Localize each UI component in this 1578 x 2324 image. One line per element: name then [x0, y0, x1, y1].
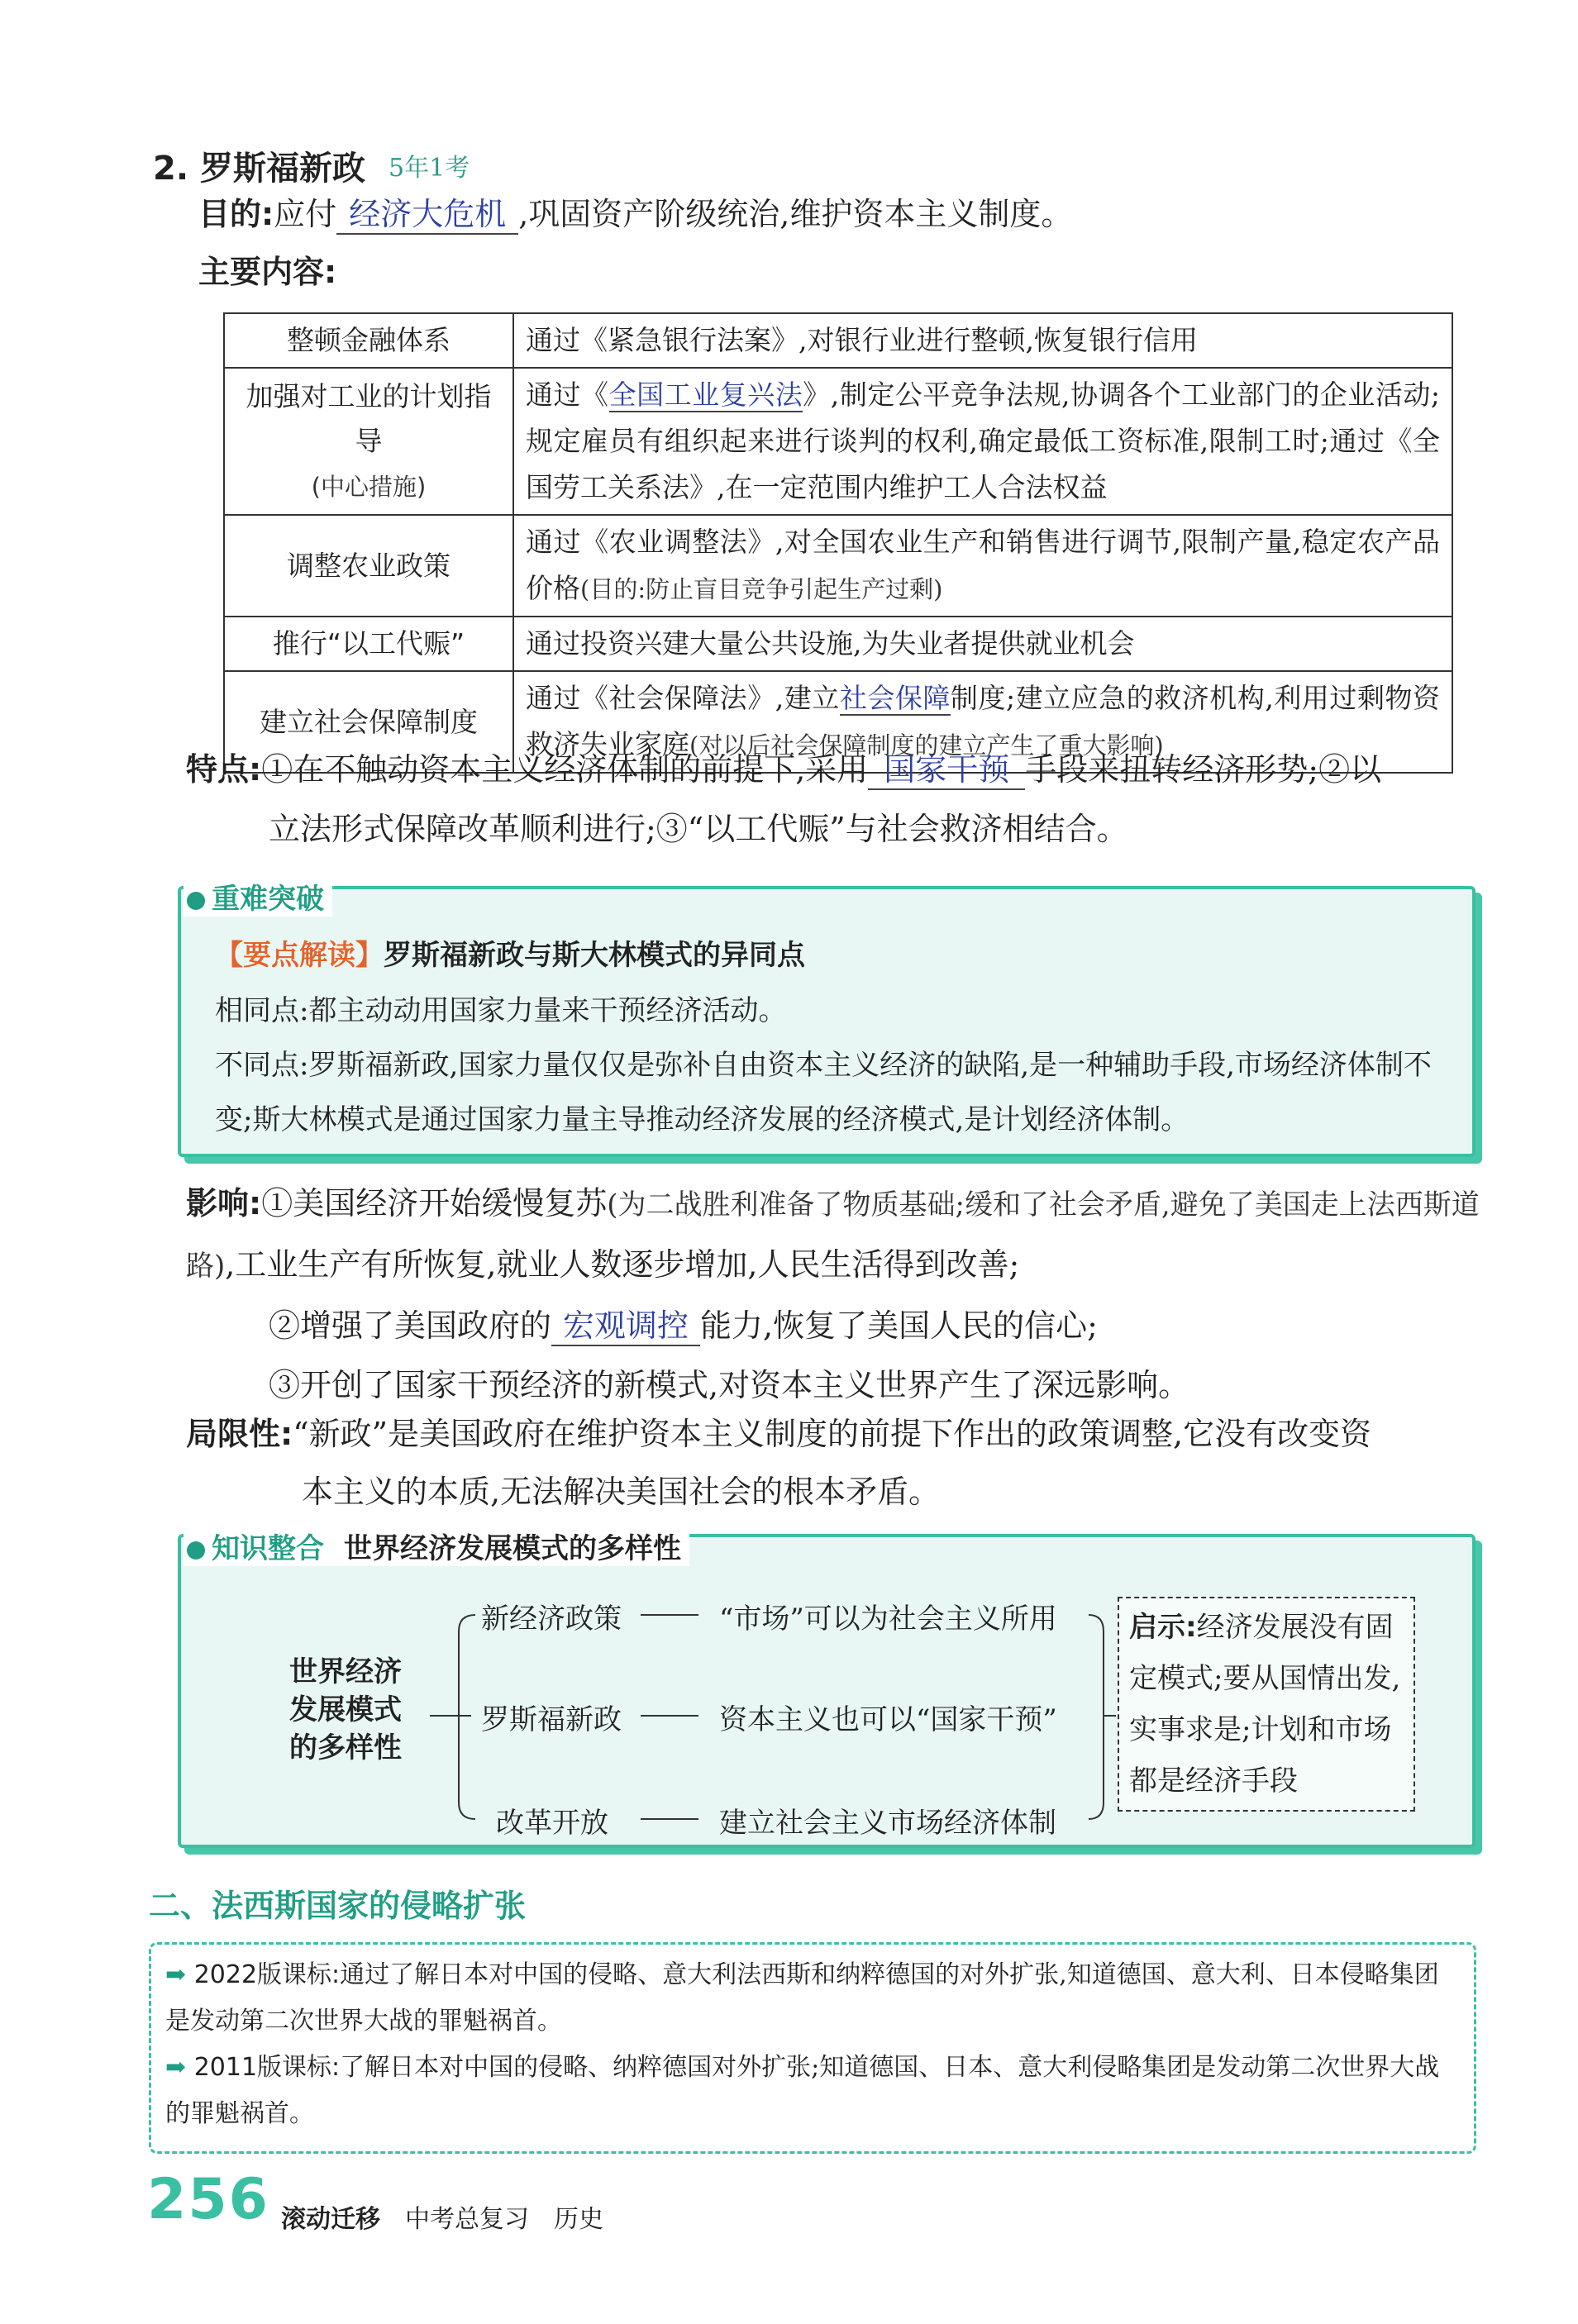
- key-box-tag: 【要点解读】: [215, 939, 384, 972]
- purpose-pre: 应付: [274, 196, 337, 232]
- impact-text: ③开创了国家干预经济的新模式,对资本主义世界产生了深远影响。: [269, 1367, 1190, 1403]
- purpose-line: [198, 190, 1072, 238]
- detail-note: (目的:防止盲目竞争引起生产过剩): [580, 575, 943, 603]
- policy-detail: [513, 368, 1452, 515]
- policy-name: 整顿金融体系: [224, 313, 513, 368]
- features-text: 立法形式保障改革顺利进行;③“以工代赈”与社会救济相结合。: [269, 811, 1128, 847]
- branch-desc: “市场”可以为社会主义所用: [719, 1603, 1057, 1636]
- integration-title-text: 知识整合: [212, 1532, 324, 1565]
- branch-name: 新经济政策: [481, 1603, 622, 1636]
- branch-name: 罗斯福新政: [481, 1703, 622, 1736]
- detail-text: 通过《农业调整法》,对全国农业生产和销售进行调节,限制产量,稳定农产品价格: [526, 526, 1440, 604]
- key-box-subtitle: [215, 932, 805, 973]
- arrow-icon: ➡: [165, 2053, 187, 2082]
- features-text: 手段来扭转经济形势;②以: [1025, 751, 1382, 788]
- branch-desc: 资本主义也可以“国家干预”: [719, 1703, 1057, 1736]
- features-answer: 国家干预: [868, 752, 1025, 790]
- impact-text: ①美国经济开始缓慢复苏: [261, 1185, 608, 1222]
- similarity-text: 相同点:都主动动用国家力量来干预经济活动。: [215, 994, 787, 1027]
- purpose-label: 目的:: [198, 196, 274, 232]
- key-box-title-text: 重难突破: [212, 883, 324, 916]
- section-heading: 二、法西斯国家的侵略扩张: [149, 1888, 527, 1924]
- root-line: 的多样性: [289, 1731, 402, 1764]
- main-content-label: 主要内容:: [198, 254, 337, 290]
- detail-text: 通过《: [526, 379, 609, 411]
- key-box-subtitle-text: 罗斯福新政与斯大林模式的异同点: [384, 939, 805, 972]
- purpose-post: ,巩固资产阶级统治,维护资本主义制度。: [518, 196, 1073, 232]
- detail-text: 通过《紧急银行法案》,对银行业进行整顿,恢复银行信用: [526, 324, 1198, 356]
- detail-text: 通过《社会保障法》,建立: [526, 682, 840, 714]
- page-number: 256: [147, 2167, 269, 2232]
- purpose-answer: 经济大危机: [336, 197, 518, 235]
- features-text: ①在不触动资本主义经济体制的前提下,采用: [261, 751, 869, 788]
- root-line: 发展模式: [289, 1693, 402, 1726]
- table-row: [224, 368, 1452, 515]
- limitations-paragraph: [186, 1405, 1484, 1521]
- detail-note: (对以后社会保障制度的建立产生了重大影响): [689, 731, 1164, 760]
- standard-label: 2011版课标:: [193, 2053, 341, 2082]
- key-box-title: [184, 876, 332, 917]
- policy-detail: [513, 313, 1452, 368]
- features-label: 特点:: [186, 751, 262, 788]
- policy-name: [224, 368, 513, 515]
- detail-text: 通过投资兴建大量公共设施,为失业者提供就业机会: [526, 627, 1135, 660]
- insight-label: 启示:: [1129, 1611, 1197, 1644]
- policy-name-text: 加强对工业的计划指导: [246, 379, 492, 457]
- impact-label: 影响:: [186, 1185, 262, 1222]
- standard-text: 通过了解日本对中国的侵略、意大利法西斯和纳粹德国的对外扩张,知道德国、意大利、日本侵略集团是发动第二次世界大战的罪魁祸首。: [165, 1960, 1439, 2036]
- footer-brand: 滚动迁移: [281, 2205, 380, 2234]
- arrow-icon: ➡: [165, 1960, 187, 1989]
- impact-text: ,工业生产有所恢复,就业人数逐步增加,人民生活得到改善;: [225, 1246, 1020, 1283]
- root-line: 世界经济: [289, 1655, 402, 1688]
- features-paragraph: [186, 740, 1476, 859]
- policy-name: 建立社会保障制度: [224, 671, 513, 773]
- table-row: [224, 617, 1452, 671]
- policy-table: [223, 312, 1453, 774]
- impact-text: ②增强了美国政府的: [269, 1307, 552, 1344]
- branch-desc: 建立社会主义市场经济体制: [719, 1807, 1056, 1840]
- curriculum-standard-text: [165, 1952, 1459, 2137]
- table-row: [224, 313, 1452, 368]
- footer-book-title: 中考总复习: [405, 2205, 529, 2234]
- detail-text: 》,制定公平竞争法规,协调各个工业部门的企业活动;规定雇员有组织起来进行谈判的权利,确定最低工资标准,限制工时;通过《全国劳工关系法》,在一定范围内维护工人合法权益: [526, 379, 1441, 503]
- insight-text: 经济发展没有固定模式;要从国情出发,实事求是;计划和市场都是经济手段: [1129, 1611, 1401, 1798]
- table-row: [224, 515, 1452, 617]
- difference-text: 不同点:罗斯福新政,国家力量仅仅是弥补自由资本主义经济的缺陷,是一种辅助手段,市场经济体制不变;斯大林模式是通过国家力量主导推动经济发展的经济模式,是计划经济体制。: [215, 1049, 1432, 1136]
- detail-text: 制度;建立应急的救济机构,利用过剩物资救济失业家庭: [526, 682, 1441, 760]
- footer-subject: 历史: [554, 2205, 603, 2234]
- exam-frequency-tag: 5年1考: [389, 154, 470, 183]
- policy-note: (中心措施): [311, 472, 427, 501]
- limitations-text: “新政”是美国政府在维护资本主义制度的前提下作出的政策调整,它没有改变资: [293, 1416, 1372, 1452]
- detail-answer: 全国工业复兴法: [608, 379, 803, 411]
- key-box-body: [215, 983, 1438, 1147]
- impact-paragraph: [186, 1174, 1484, 1415]
- section-title: 2. 罗斯福新政: [153, 150, 365, 188]
- branch-name: 改革开放: [496, 1807, 608, 1840]
- limitations-text: 本主义的本质,无法解决美国社会的根本矛盾。: [302, 1474, 941, 1510]
- impact-answer: 宏观调控: [551, 1308, 700, 1346]
- policy-detail: [513, 617, 1452, 671]
- impact-note: (为二战胜利准备了物质基础;缓和了社会矛盾,避免了美国走上法西斯道路): [186, 1188, 1480, 1283]
- policy-name: 推行“以工代赈”: [224, 617, 513, 671]
- standard-label: 2022版课标:: [193, 1960, 341, 1989]
- limitations-label: 局限性:: [186, 1416, 293, 1452]
- detail-answer: 社会保障: [839, 682, 951, 714]
- policy-name: 调整农业政策: [224, 515, 513, 617]
- standard-text: 了解日本对中国的侵略、纳粹德国对外扩张;知道德国、日本、意大利侵略集团是发动第二次世界大战的罪魁祸首。: [165, 2053, 1440, 2128]
- insight-box: [1118, 1597, 1415, 1812]
- diagram-root: [289, 1653, 402, 1767]
- section-marker-icon: [187, 892, 205, 910]
- impact-text: 能力,恢复了美国人民的信心;: [700, 1307, 1098, 1344]
- integration-subtitle: 世界经济发展模式的多样性: [344, 1532, 681, 1565]
- policy-detail: [513, 515, 1452, 617]
